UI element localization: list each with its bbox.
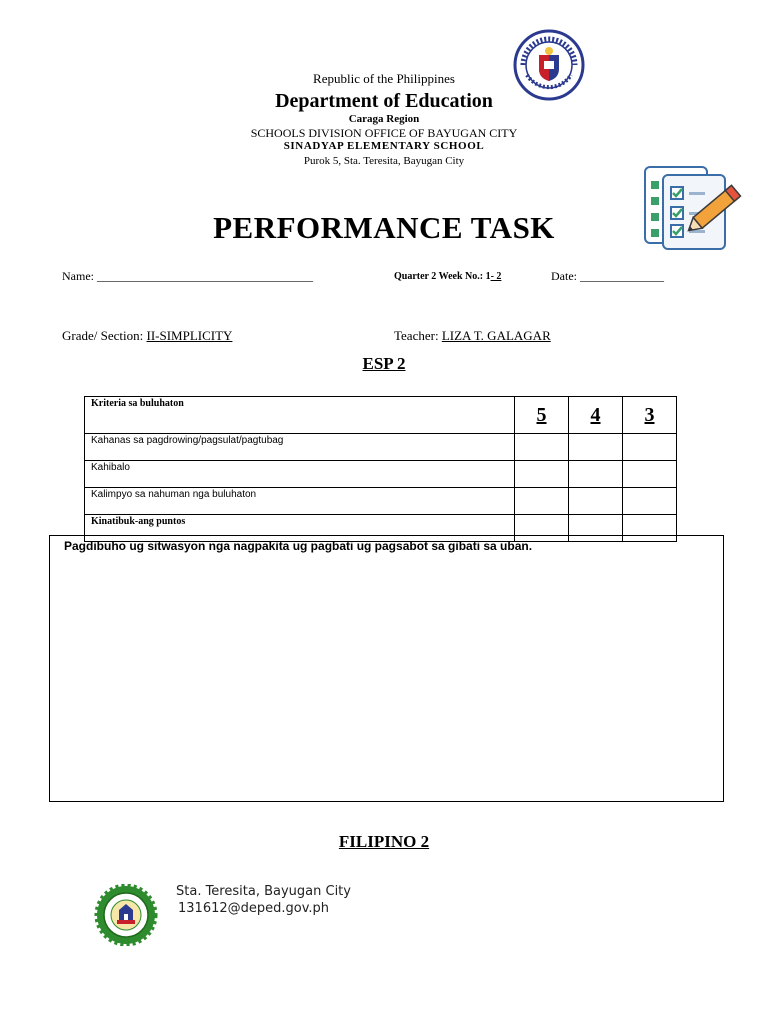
table-row [85,488,677,515]
date-label: Date: [551,269,577,283]
department-title: Department of Education [275,90,493,112]
rubric-criterion: Kahanas sa pagdrowing/pagsulat/pagtubag [85,434,515,461]
score-cell[interactable] [569,461,623,488]
address-line: Purok 5, Sta. Teresita, Bayugan City [303,155,465,167]
date-field [551,269,664,284]
quarter-value: - 2 [490,271,502,282]
name-field [62,269,313,284]
table-row [85,434,677,461]
score-cell[interactable] [623,461,677,488]
school-line: SINADYAP ELEMENTARY SCHOOL [283,140,485,152]
rubric-header-criteria: Kriteria sa buluhaton [85,397,515,434]
footer-address: Sta. Teresita, Bayugan City [176,884,351,899]
footer-email: 131612@deped.gov.ph [178,901,330,916]
score-header-4: 4 [569,397,623,434]
republic-line: Republic of the Philippines [313,71,455,86]
rubric-criterion: Kahibalo [85,461,515,488]
score-cell[interactable] [569,488,623,515]
region-line: Caraga Region [348,113,420,125]
grade-field [62,328,232,344]
teacher-value: LIZA T. GALAGAR [441,328,551,343]
score-cell[interactable] [515,461,569,488]
page-title: PERFORMANCE TASK [213,210,555,245]
quarter-label: Quarter 2 Week No.: 1 [394,271,491,282]
table-row [85,397,677,434]
quarter-field [394,271,501,282]
name-label: Name: [62,269,94,283]
date-line: ______________ [580,269,664,283]
rubric-criterion: Kalimpyo sa nahuman nga buluhaton [85,488,515,515]
score-cell[interactable] [623,488,677,515]
teacher-field [394,328,551,344]
subject-filipino-heading: FILIPINO 2 [338,832,430,851]
teacher-label: Teacher: [394,328,439,343]
drawing-area[interactable] [49,535,724,802]
score-cell[interactable] [515,488,569,515]
grade-label: Grade/ Section: [62,328,144,343]
subject-esp-heading: ESP 2 [362,354,406,373]
table-row [85,461,677,488]
score-cell[interactable] [515,434,569,461]
rubric-table [84,396,677,542]
name-line: ____________________________________ [97,269,313,283]
score-header-3: 3 [623,397,677,434]
score-cell[interactable] [623,434,677,461]
rubric-total-label: Kinatibuk-ang puntos [85,515,515,542]
score-cell[interactable] [569,434,623,461]
task-instruction: Pagdibuho ug sitwasyon nga nagpakita ug pagbati ug pagsabot sa gibati sa uban. [64,539,533,553]
grade-value: II-SIMPLICITY [146,328,233,343]
school-logo-icon [91,884,161,946]
division-line: SCHOOLS DIVISION OFFICE OF BAYUGAN CITY [250,126,518,140]
score-header-5: 5 [515,397,569,434]
